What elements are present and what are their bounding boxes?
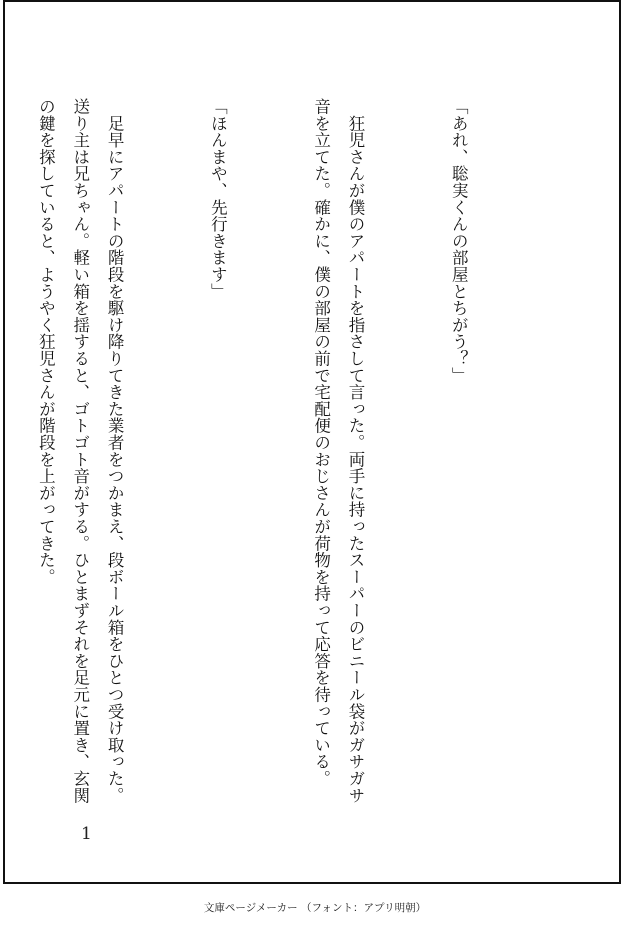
- paragraph: 「ほんまや、先行きます」: [208, 98, 228, 300]
- paragraph: 「あれ、聡実くんの部屋とちがう？」: [449, 98, 469, 384]
- paragraph: 足早にアパートの階段を駆け降りてきた業者をつかまえ、段ボール箱をひとつ受け取った。送り主は兄ちゃん。軽い箱を揺すると、ゴトゴト音がする。ひとまずそれを足元に置き、玄関の鍵を探していると、ようやく狂児さんが階段を上がってきた。: [36, 98, 125, 804]
- footer-credit: 文庫ページメーカー （フォント：アプリ明朝）: [203, 902, 427, 914]
- vertical-text-body: [0, 98, 544, 818]
- page-number: 1: [81, 824, 92, 844]
- paragraph: 狂児さんが僕のアパートを指さして言った。両手に持ったスーパーのビニール袋がガサガサ音を立てた。確かに、僕の部屋の前で宅配便のおじさんが荷物を持って応答を待っている。: [311, 98, 365, 804]
